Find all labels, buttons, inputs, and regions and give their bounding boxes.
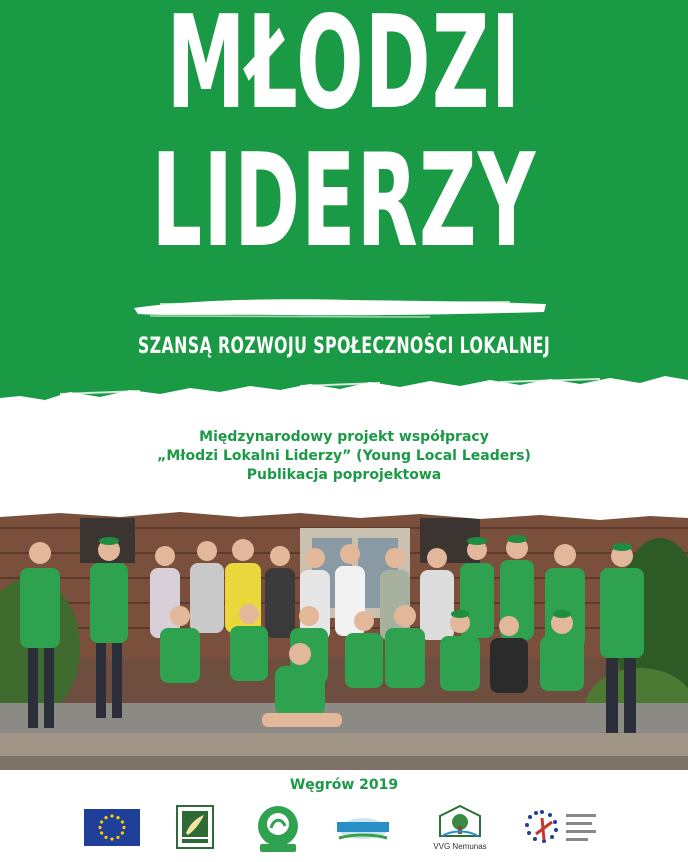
group-photo-icon xyxy=(0,508,688,770)
publication-year: Węgrów 2019 xyxy=(289,777,399,793)
leader-logo-icon xyxy=(176,805,214,849)
project-line-3: Publikacja poprojektowa xyxy=(246,467,442,483)
lgd-circle-logo-icon xyxy=(256,804,300,854)
lgd-fish-logo-icon xyxy=(333,808,393,848)
project-info-block xyxy=(0,428,688,485)
partner-star-logo-icon xyxy=(518,804,600,854)
eu-flag-icon xyxy=(84,809,140,846)
project-line-1: Międzynarodowy projekt współpracy xyxy=(199,429,489,445)
cover-subtitle: SZANSĄ ROZWOJU SPOŁECZNOŚCI LOKALNEJ xyxy=(137,334,551,359)
title-line-2: LIDERZY xyxy=(151,127,537,276)
title-line-1: MŁODZI xyxy=(166,0,522,138)
partner-logos-row xyxy=(0,800,688,856)
project-line-2: „Młodzi Lokalni Liderzy” (Young Local Leaders) xyxy=(157,448,531,464)
vvg-logo-text: VVG Nemunas xyxy=(433,842,487,851)
brush-stroke-divider xyxy=(130,292,550,322)
vvg-logo-icon xyxy=(430,802,490,856)
group-photo xyxy=(0,508,688,770)
torn-paper-edge xyxy=(0,370,688,430)
